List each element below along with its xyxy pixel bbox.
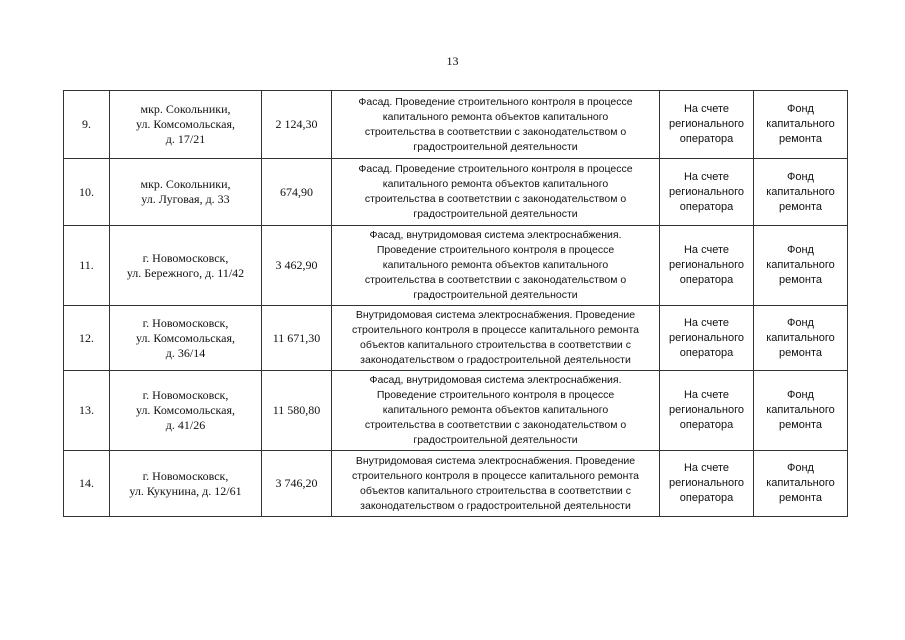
account-line: оператора — [679, 492, 734, 504]
work-line: Фасад, внутридомовая система электроснабжения. — [369, 229, 622, 241]
page-number: 13 — [446, 54, 459, 68]
fund-line: капитального — [766, 118, 835, 130]
account-line: На счете — [683, 170, 729, 183]
work-line: объектов капитального строительства в соответствии с — [360, 484, 631, 497]
account-line: регионального — [669, 477, 744, 489]
account-line: регионального — [669, 259, 744, 271]
account-line: оператора — [679, 346, 734, 359]
work-line: Проведение строительного контроля в процессе — [376, 244, 615, 256]
row-number-cell: 9. — [64, 91, 110, 159]
address-line: ул. Кукунина, д. 12/61 — [129, 483, 242, 498]
work-line: объектов капитального строительства в соответствии с — [360, 339, 631, 351]
fund-line: Фонд — [787, 103, 814, 115]
address-cell — [110, 91, 262, 159]
fund-line: ремонта — [778, 492, 823, 504]
table-row — [64, 226, 848, 306]
work-line: Фасад, внутридомовая система электроснабжения. — [369, 374, 622, 386]
account-line: оператора — [679, 419, 734, 431]
work-line: строительного контроля в процессе капитального ремонта — [352, 324, 639, 336]
row-number-cell: 14. — [64, 451, 110, 517]
fund-cell — [754, 371, 848, 451]
cost-cell: 11 671,30 — [262, 306, 332, 371]
account-cell — [660, 159, 754, 226]
address-line: ул. Комсомольская, — [135, 117, 236, 131]
work-line: Фасад. Проведение строительного контроля в процессе — [358, 95, 633, 108]
cost-cell: 3 746,20 — [262, 451, 332, 517]
work-line: строительства в соответствии с законодательством о — [364, 125, 627, 138]
fund-line: Фонд — [787, 170, 814, 183]
address-cell — [110, 371, 262, 451]
address-line: ул. Луговая, д. 33 — [141, 192, 230, 206]
capital-repair-table — [63, 90, 848, 517]
work-line: градостроительной деятельности — [413, 434, 578, 446]
fund-line: ремонта — [778, 200, 823, 213]
account-cell — [660, 91, 754, 159]
fund-line: капитального — [766, 404, 835, 416]
work-line: Внутридомовая система электроснабжения. Проведение — [355, 309, 636, 321]
table-row — [64, 371, 848, 451]
table-row — [64, 451, 848, 517]
account-line: На счете — [683, 462, 729, 474]
table-row — [64, 306, 848, 371]
work-description-cell — [332, 451, 660, 517]
work-description-cell — [332, 371, 660, 451]
fund-cell — [754, 91, 848, 159]
account-line: оператора — [679, 274, 734, 286]
work-line: градостроительной деятельности — [413, 140, 578, 153]
fund-cell — [754, 159, 848, 226]
work-line: строительства в соответствии с законодательством о — [364, 193, 627, 205]
address-line: г. Новомосковск, — [142, 468, 229, 483]
account-cell — [660, 226, 754, 306]
work-description-cell — [332, 159, 660, 226]
fund-cell — [754, 451, 848, 517]
work-line: строительства в соответствии с законодательством о — [364, 419, 627, 431]
account-line: оператора — [679, 200, 734, 213]
work-description-cell — [332, 306, 660, 371]
account-cell — [660, 306, 754, 371]
address-cell — [110, 226, 262, 306]
address-cell — [110, 159, 262, 226]
row-number-cell: 11. — [64, 226, 110, 306]
work-line: капитального ремонта объектов капитального — [382, 178, 609, 190]
row-number-cell: 12. — [64, 306, 110, 371]
cost-cell: 11 580,80 — [262, 371, 332, 451]
fund-line: ремонта — [778, 274, 823, 286]
fund-cell — [754, 226, 848, 306]
work-line: градостроительной деятельности — [413, 208, 578, 220]
row-number-cell: 10. — [64, 159, 110, 226]
cost-cell: 674,90 — [262, 159, 332, 226]
account-cell — [660, 371, 754, 451]
table-row — [64, 91, 848, 159]
work-line: капитального ремонта объектов капитального — [382, 110, 609, 123]
address-line: мкр. Сокольники, — [140, 177, 231, 191]
address-line: д. 36/14 — [165, 345, 206, 360]
row-number-cell: 13. — [64, 371, 110, 451]
address-line: г. Новомосковск, — [142, 315, 229, 330]
fund-line: капитального — [766, 185, 835, 198]
fund-line: Фонд — [787, 316, 814, 329]
address-line: ул. Комсомольская, — [135, 330, 236, 345]
account-line: регионального — [669, 118, 744, 130]
work-description-cell — [332, 91, 660, 159]
address-line: г. Новомосковск, — [142, 388, 229, 402]
fund-line: Фонд — [787, 389, 814, 401]
account-line: На счете — [683, 389, 729, 401]
address-line: г. Новомосковск, — [142, 250, 229, 265]
work-line: капитального ремонта объектов капитального — [382, 259, 609, 271]
account-line: регионального — [669, 185, 744, 198]
fund-line: капитального — [766, 259, 835, 271]
account-line: регионального — [669, 331, 744, 344]
account-line: На счете — [683, 316, 729, 329]
address-line: д. 17/21 — [165, 132, 206, 146]
account-line: оператора — [679, 133, 734, 145]
address-line: ул. Комсомольская, — [135, 403, 236, 417]
fund-cell — [754, 306, 848, 371]
work-line: Внутридомовая система электроснабжения. Проведение — [355, 454, 636, 467]
table-row — [64, 159, 848, 226]
fund-line: Фонд — [787, 462, 814, 474]
work-description-cell — [332, 226, 660, 306]
fund-line: ремонта — [778, 133, 823, 145]
work-line: законодательством о градостроительной деятельности — [360, 499, 631, 512]
address-line: мкр. Сокольники, — [140, 102, 231, 116]
address-line: д. 41/26 — [165, 418, 206, 432]
work-line: Проведение строительного контроля в процессе — [376, 389, 615, 401]
table-body — [64, 91, 848, 517]
cost-cell: 3 462,90 — [262, 226, 332, 306]
address-cell — [110, 306, 262, 371]
fund-line: ремонта — [778, 419, 823, 431]
fund-line: капитального — [766, 477, 835, 489]
work-line: капитального ремонта объектов капитального — [382, 404, 609, 416]
account-line: регионального — [669, 404, 744, 416]
account-line: На счете — [683, 244, 729, 256]
address-line: ул. Бережного, д. 11/42 — [126, 265, 245, 280]
address-cell — [110, 451, 262, 517]
account-line: На счете — [683, 103, 729, 115]
account-cell — [660, 451, 754, 517]
work-line: Фасад. Проведение строительного контроля в процессе — [358, 163, 633, 175]
fund-line: капитального — [766, 331, 835, 344]
work-line: законодательством о градостроительной деятельности — [360, 354, 631, 366]
work-line: строительного контроля в процессе капитального ремонта — [352, 469, 639, 482]
fund-line: ремонта — [778, 346, 823, 359]
cost-cell: 2 124,30 — [262, 91, 332, 159]
work-line: строительства в соответствии с законодательством о — [364, 274, 627, 286]
fund-line: Фонд — [787, 244, 814, 256]
work-line: градостроительной деятельности — [413, 289, 578, 301]
